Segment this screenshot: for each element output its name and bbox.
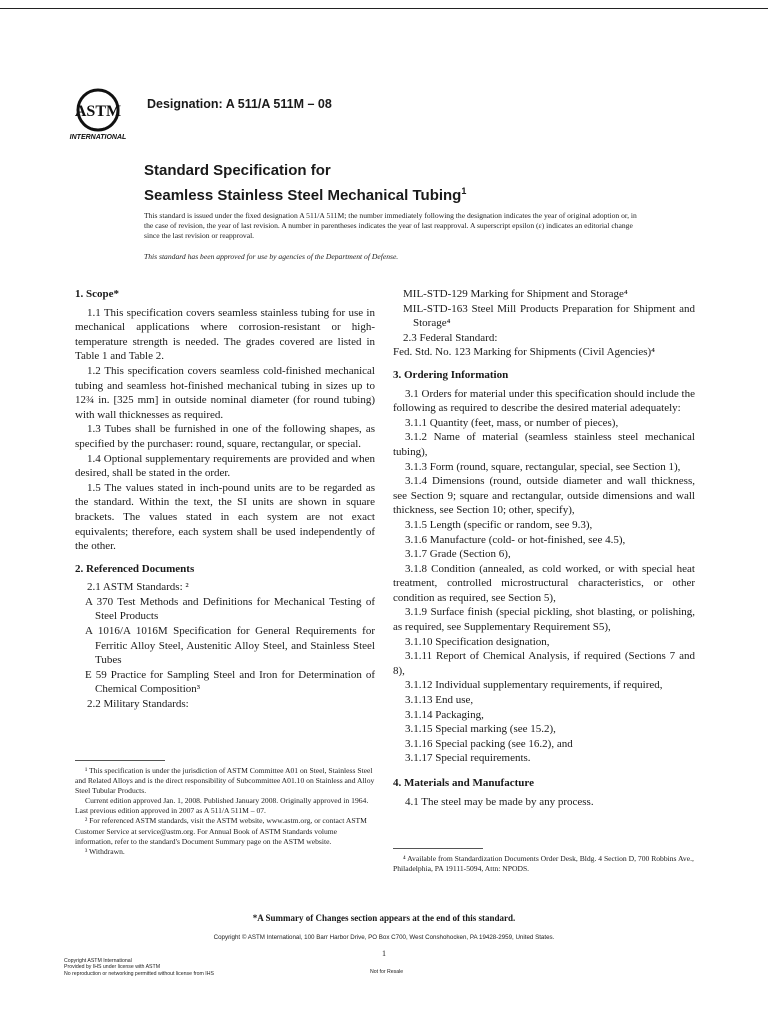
- issuance-note: This standard is issued under the fixed designation A 511/A 511M; the number immediately following the designation indicates the year of original adoption or, in the case of revision, the year of last revision. A number in parentheses indicates the year of last reapproval. A superscript epsilon (ε) indicates an editorial change since the last revision or reapproval.: [144, 211, 637, 240]
- reference-item: Fed. Std. No. 123 Marking for Shipments (Civil Agencies)⁴: [393, 346, 656, 359]
- license-line: Provided by IHS under license with ASTM: [64, 964, 161, 971]
- paragraph: 2.1 ASTM Standards: ²: [87, 581, 189, 594]
- reference-item: MIL-STD-129 Marking for Shipment and Storage⁴: [403, 288, 628, 300]
- license-line: Copyright ASTM International: [64, 958, 132, 964]
- ordering-item: 3.1.11 Report of Chemical Analysis, if required (Sections 7 and 8),: [393, 650, 695, 677]
- paragraph: 1.3 Tubes shall be furnished in one of the following shapes, as specified by the purchaser: round, square, rectangular, or special.: [75, 423, 375, 450]
- dod-note: This standard has been approved for use by agencies of the Department of Defense.: [144, 252, 399, 261]
- document-title: [144, 161, 466, 206]
- page-number: 1: [382, 949, 386, 958]
- footnote-rule: [393, 848, 483, 849]
- paragraph: 2.2 Military Standards:: [87, 698, 189, 711]
- ordering-item: 3.1.12 Individual supplementary requirements, if required,: [405, 679, 663, 692]
- paragraph: 2.3 Federal Standard:: [403, 331, 498, 344]
- reference-item: A 370 Test Methods and Definitions for Mechanical Testing of Steel Products: [85, 595, 375, 623]
- reference-item: A 1016/A 1016M Specification for General Requirements for Ferritic Alloy Steel, Austenitic Alloy Steel, and Stainless Steel Tubes: [85, 625, 375, 667]
- title-line-2: Seamless Stainless Steel Mechanical Tubing$^1$: [144, 186, 467, 204]
- ordering-item: 3.1.9 Surface finish (special pickling, shot blasting, or polishing, as required, see Supplementary Requirement S5),: [393, 606, 695, 634]
- ordering-item: 3.1.6 Manufacture (cold- or hot-finished, see 4.5),: [405, 533, 626, 546]
- ordering-item: 3.1.15 Special marking (see 15.2),: [405, 723, 556, 736]
- paragraph: 4.1 The steel may be made by any process.: [405, 795, 594, 808]
- resale-note: Not for Resale: [370, 969, 404, 975]
- footnote: ³ Withdrawn.: [85, 846, 125, 856]
- reference-item: E 59 Practice for Sampling Steel and Iron for Determination of Chemical Composition³: [85, 668, 375, 696]
- svg-text:ASTM: ASTM: [74, 103, 122, 120]
- ordering-item: 3.1.16 Special packing (see 16.2), and: [405, 737, 573, 750]
- ordering-list: [393, 416, 695, 766]
- ordering-item: 3.1.2 Name of material (seamless stainless steel mechanical tubing),: [393, 431, 695, 458]
- footnote: ¹ This specification is under the jurisdiction of ASTM Committee A01 on Steel, Stainless Steel and Related Alloys and is the direct responsibility of Subcommittee A01.10 on Stainless and Alloy Steel Tubular Products.: [75, 766, 375, 796]
- ordering-item: 3.1.10 Specification designation,: [405, 635, 550, 648]
- ordering-item: 3.1.14 Packaging,: [405, 708, 484, 721]
- paragraph: 1.5 The values stated in inch-pound units are to be regarded as the standard. Within the text, the SI units are shown in square brackets. The values stated in each system are not exact equivalents; therefore, each system shall be used independently of the other.: [75, 481, 375, 553]
- reference-item: MIL-STD-163 Steel Mill Products Preparation for Shipment and Storage⁴: [403, 302, 695, 330]
- right-column: [393, 287, 695, 809]
- section-heading: 1. Scope*: [75, 288, 119, 300]
- ordering-item: 3.1.5 Length (specific or random, see 9.3),: [405, 518, 593, 531]
- ordering-item: 3.1.1 Quantity (feet, mass, or number of pieces),: [405, 416, 619, 429]
- left-footnotes: [75, 766, 375, 857]
- footnote-rule: [75, 760, 165, 761]
- ordering-item: 3.1.8 Condition (annealed, as cold worked, or with special heat treatment, controlled microstructural characteristics, or other condition as required, see Section 5),: [393, 562, 695, 604]
- designation: Designation: A 511/A 511M – 08: [147, 97, 332, 111]
- paragraph: 1.4 Optional supplementary requirements are provided and when desired, shall be stated in the order.: [75, 452, 375, 480]
- summary-of-changes-note: *A Summary of Changes section appears at the end of this standard.: [252, 913, 516, 923]
- footnote: Current edition approved Jan. 1, 2008. Published January 2008. Originally approved in 1964. Last previous edition approved in 2007 as A 511/A 511M – 07.: [75, 796, 369, 816]
- ordering-item: 3.1.13 End use,: [405, 694, 474, 707]
- license-block: [64, 958, 214, 977]
- ordering-item: 3.1.7 Grade (Section 6),: [405, 548, 511, 561]
- svg-text:INTERNATIONAL: INTERNATIONAL: [69, 134, 127, 141]
- paragraph: 1.1 This specification covers seamless stainless tubing for use in mechanical applications where corrosion-resistant or high-temperature strength is needed. The grades covered are listed in Table 1 and Table 2.: [75, 306, 375, 363]
- section-heading: 2. Referenced Documents: [75, 562, 195, 575]
- copyright-line: Copyright © ASTM International, 100 Barr Harbor Drive, PO Box C700, West Conshohocken, PA 19428-2959, United States.: [213, 934, 555, 941]
- footnote: ⁴ Available from Standardization Documents Order Desk, Bldg. 4 Section D, 700 Robbins Ave., Philadelphia, PA 19111-5094, Attn: NPODS.: [393, 854, 694, 874]
- astm-logo-icon: [62, 86, 134, 142]
- ordering-item: 3.1.17 Special requirements.: [405, 752, 531, 765]
- left-column: [75, 287, 375, 712]
- ordering-item: 3.1.3 Form (round, square, rectangular, special, see Section 1),: [405, 460, 681, 473]
- title-line-1: Standard Specification for: [144, 162, 331, 179]
- paragraph: 1.2 This specification covers seamless cold-finished mechanical tubing and seamless hot-finished mechanical tubing in sizes up to 12¾ in. [325 mm] in outside nominal diameter (for round tubing) with wall thicknesses as required.: [75, 364, 375, 421]
- section-heading: 3. Ordering Information: [393, 368, 509, 381]
- paragraph: 3.1 Orders for material under this specification should include the following as required to describe the desired material adequately:: [393, 387, 695, 415]
- license-line: No reproduction or networking permitted without license from IHS: [64, 970, 214, 977]
- top-rule: [0, 0, 768, 9]
- ordering-item: 3.1.4 Dimensions (round, outside diameter and wall thickness, see Section 9; square and rectangular, outside dimensions and wall thickness, see Section 10; other, specify),: [393, 475, 695, 517]
- footnote: ² For referenced ASTM standards, visit the ASTM website, www.astm.org, or contact ASTM Customer Service at service@astm.org. For Annual Book of ASTM Standards volume information, refer to the standard's Document Summary page on the ASTM website.: [75, 816, 367, 846]
- section-heading: 4. Materials and Manufacture: [393, 777, 534, 789]
